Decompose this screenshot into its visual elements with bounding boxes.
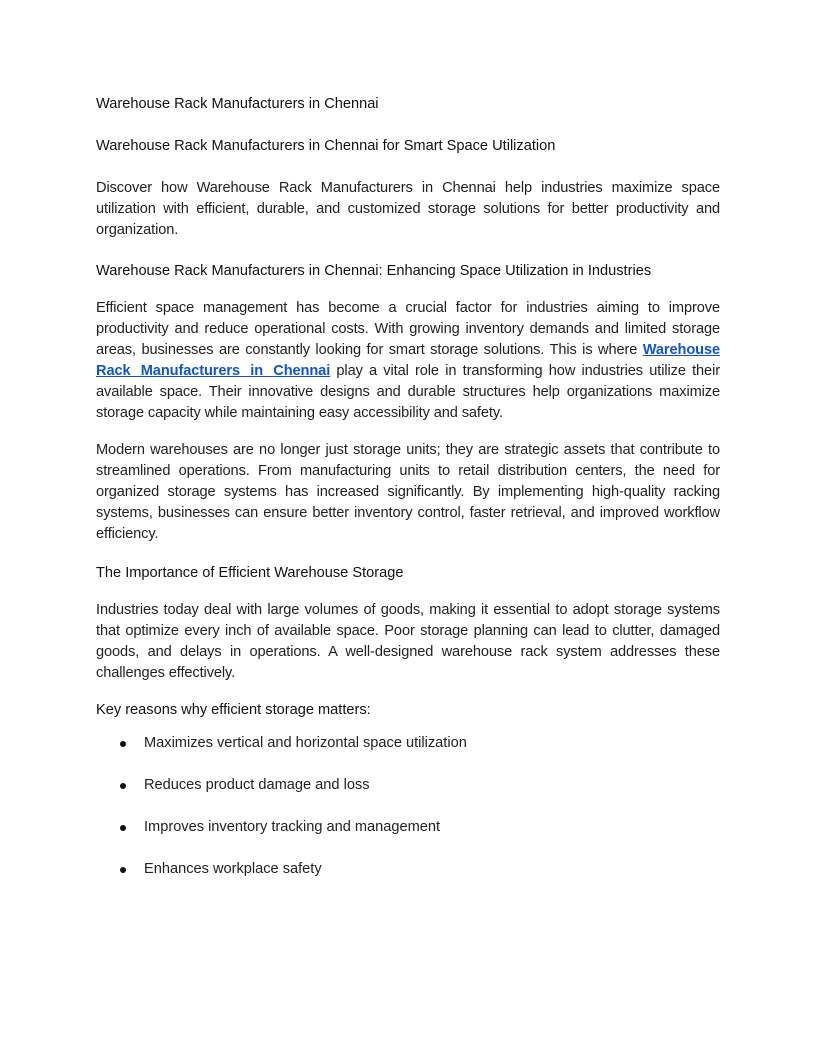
- document-page: [96, 94, 720, 901]
- list-item: [96, 817, 720, 838]
- document-title: Warehouse Rack Manufacturers in Chennai: [96, 96, 379, 112]
- paragraph-text-before-link: Efficient space management has become a crucial factor for industries aiming to improve productivity and reduce operational costs. With growing inventory demands and limited storage areas, businesses are constantly looking for smart storage solutions. This is where: [96, 300, 720, 358]
- list-item-text: Maximizes vertical and horizontal space utilization: [144, 735, 467, 751]
- bullet-icon: [120, 741, 126, 747]
- list-heading-key-reasons: Key reasons why efficient storage matters:: [96, 702, 371, 718]
- list-item: [96, 733, 720, 754]
- list-item-text: Improves inventory tracking and management: [144, 819, 441, 835]
- list-item-text: Reduces product damage and loss: [144, 777, 370, 793]
- list-item: [96, 859, 720, 880]
- paragraph-modern-warehouses: Modern warehouses are no longer just storage units; they are strategic assets that contribute to streamlined operations. From manufacturing units to retail distribution centers, the need for organized storage systems has increased significantly. By implementing high-quality racking systems, businesses can ensure better inventory control, faster retrieval, and improved workflow efficiency.: [96, 442, 720, 542]
- section-heading-importance: The Importance of Efficient Warehouse Storage: [96, 565, 404, 581]
- bullet-icon: [120, 867, 126, 873]
- list-item-text: Enhances workplace safety: [144, 861, 322, 877]
- key-reasons-list: [96, 733, 720, 880]
- intro-paragraph: Discover how Warehouse Rack Manufacturers in Chennai help industries maximize space utilization with efficient, durable, and customized storage solutions for better productivity and organization.: [96, 180, 720, 238]
- paragraph-text-after-link: play a vital role in transforming how industries utilize their available space. Their innovative designs and durable structures help organizations maximize storage capacity while maintaining easy accessibility and safety.: [96, 363, 720, 421]
- bullet-icon: [120, 783, 126, 789]
- warehouse-rack-manufacturers-link[interactable]: Warehouse Rack Manufacturers in Chennai: [96, 342, 720, 379]
- list-item: [96, 775, 720, 796]
- paragraph-industries-today: Industries today deal with large volumes of goods, making it essential to adopt storage systems that optimize every inch of available space. Poor storage planning can lead to clutter, damaged goods, and delays in operations. A well-designed warehouse rack system addresses these challenges effectively.: [96, 602, 720, 681]
- paragraph-space-management: [96, 298, 720, 424]
- bullet-icon: [120, 825, 126, 831]
- section-heading-enhancing-space: Warehouse Rack Manufacturers in Chennai: Enhancing Space Utilization in Industries: [96, 263, 652, 279]
- document-subtitle: Warehouse Rack Manufacturers in Chennai for Smart Space Utilization: [96, 138, 556, 154]
